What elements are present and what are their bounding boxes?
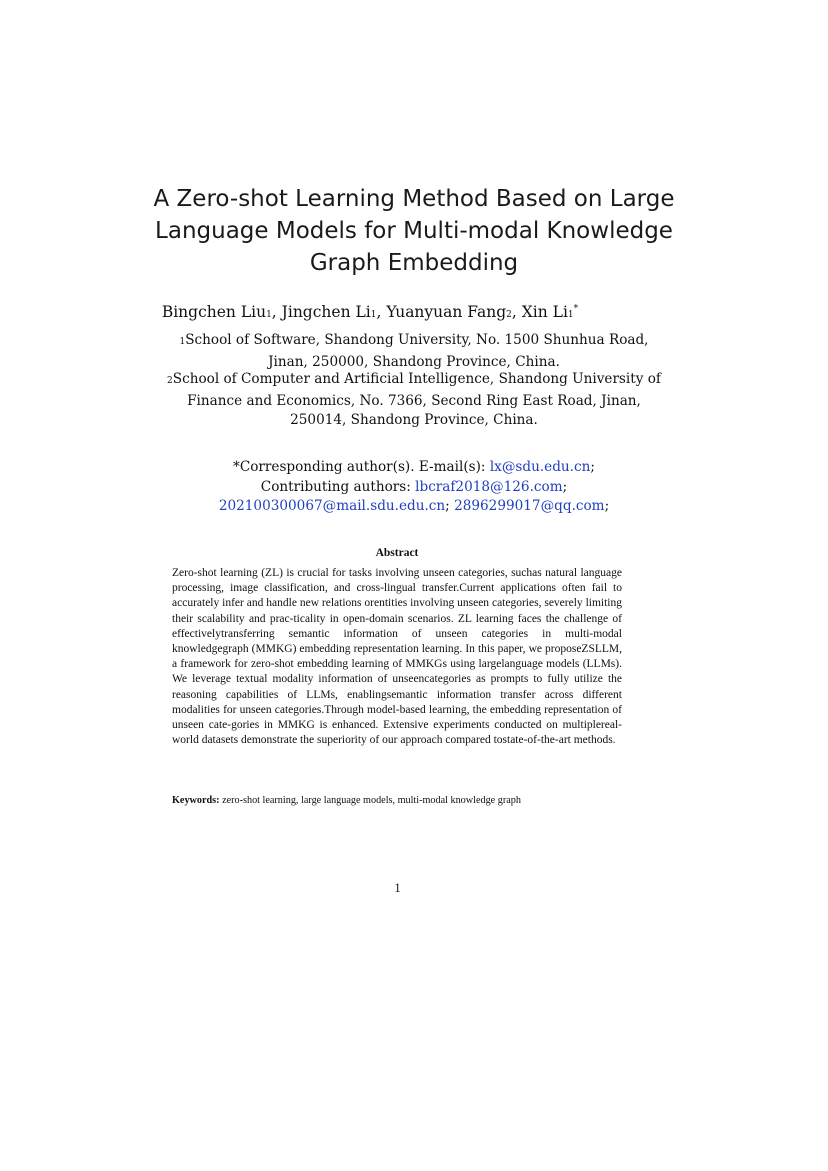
page-number: 1 [394,881,401,895]
affiliation-line: 250014, Shandong Province, China. [290,412,538,428]
affiliation-number: 2 [167,376,173,386]
corresponding-author-line [150,458,678,478]
contributing-emails-line [150,497,678,517]
title-line-1: A Zero-shot Learning Method Based on Large [153,186,675,212]
affiliation-line [160,370,668,392]
corresponding-label: *Corresponding author(s). E-mail(s): [233,459,490,475]
title-line-2: Language Models for Multi-modal Knowledge [155,218,673,244]
contributing-label: Contributing authors: [260,478,416,495]
abstract-body: Zero-shot learning (ZL) is crucial for tasks involving unseen categories, suchas natural language processing, image classification, and cross-lingual transfer.Current applications often fail to accurately infer and handle new relations orentities involving unseen categories, severely limiting their scalability and prac-ticality in open-domain scenarios. ZL learning faces the challenge of effectivelytransferring semantic information of unseen categories in multi-modal knowledgegraph (MMKG) embedding representation learning. In this paper, we proposeZSLLM, a framework for zero-shot embedding learning of MMKGs using largelanguage models (LLMs). We leverage textual modality information of unseencategories as prompts to fully utilize the reasoning capabilities of LLMs, enablingsemantic information transfer across different modalities for unseen categories.Through model-based learning, the embedding representation of unseen cate-gories in MMKG is enhanced. Extensive experiments conducted on multiplereal-world datasets demonstrate the superiority of our approach compared tostate-of-the-art methods. [172,567,622,747]
email-link[interactable]: lbcraf2018@126.com [415,478,563,495]
email-link[interactable]: 202100300067@mail.sdu.edu.cn [218,498,446,514]
author-name: Bingchen Liu [161,303,267,321]
contributing-authors-line [150,478,678,498]
email-link[interactable]: lx@sdu.edu.cn [489,459,591,475]
affiliation-text: School of Software, Shandong University, No. 1500 Shunhua Road, [185,332,649,348]
author-list: Bingchen Liu1, Jingchen Li1, Yuanyuan Fang2, Xin Li1* [161,303,579,321]
affiliation-line [160,331,668,353]
separator: ; [445,498,455,514]
affiliation-text: School of Computer and Artificial Intelligence, Shandong University of [172,371,661,387]
author-affil-mark: 1 [370,310,377,320]
abstract-heading: Abstract [375,547,419,559]
author-affil-mark: 1 [266,310,272,320]
contact-info [150,458,678,517]
affiliation-2 [160,370,668,431]
separator: ; [590,459,595,475]
keywords-text: zero-shot learning, large language models, multi-modal knowledge graph [219,795,521,806]
author-affil-mark: 1 [567,310,574,320]
affiliation-line: Finance and Economics, No. 7366, Second Ring East Road, Jinan, [187,392,641,409]
title-line-3: Graph Embedding [309,250,519,276]
author-name: Jingchen Li [281,303,371,321]
paper-title [150,183,678,279]
corresponding-mark: * [573,303,579,314]
author-name: Yuanyuan Fang [386,303,507,321]
affiliation-number: 1 [179,337,186,347]
affiliation-1 [160,331,668,372]
author-affil-mark: 2 [506,310,512,320]
affiliation-line: Jinan, 250000, Shandong Province, China. [268,353,560,370]
separator: ; [604,498,610,514]
email-link[interactable]: 2896299017@qq.com [454,498,605,514]
separator: ; [562,478,568,495]
keywords [172,794,632,808]
author-name: Xin Li [521,303,568,321]
keywords-label: Keywords: [172,795,220,806]
